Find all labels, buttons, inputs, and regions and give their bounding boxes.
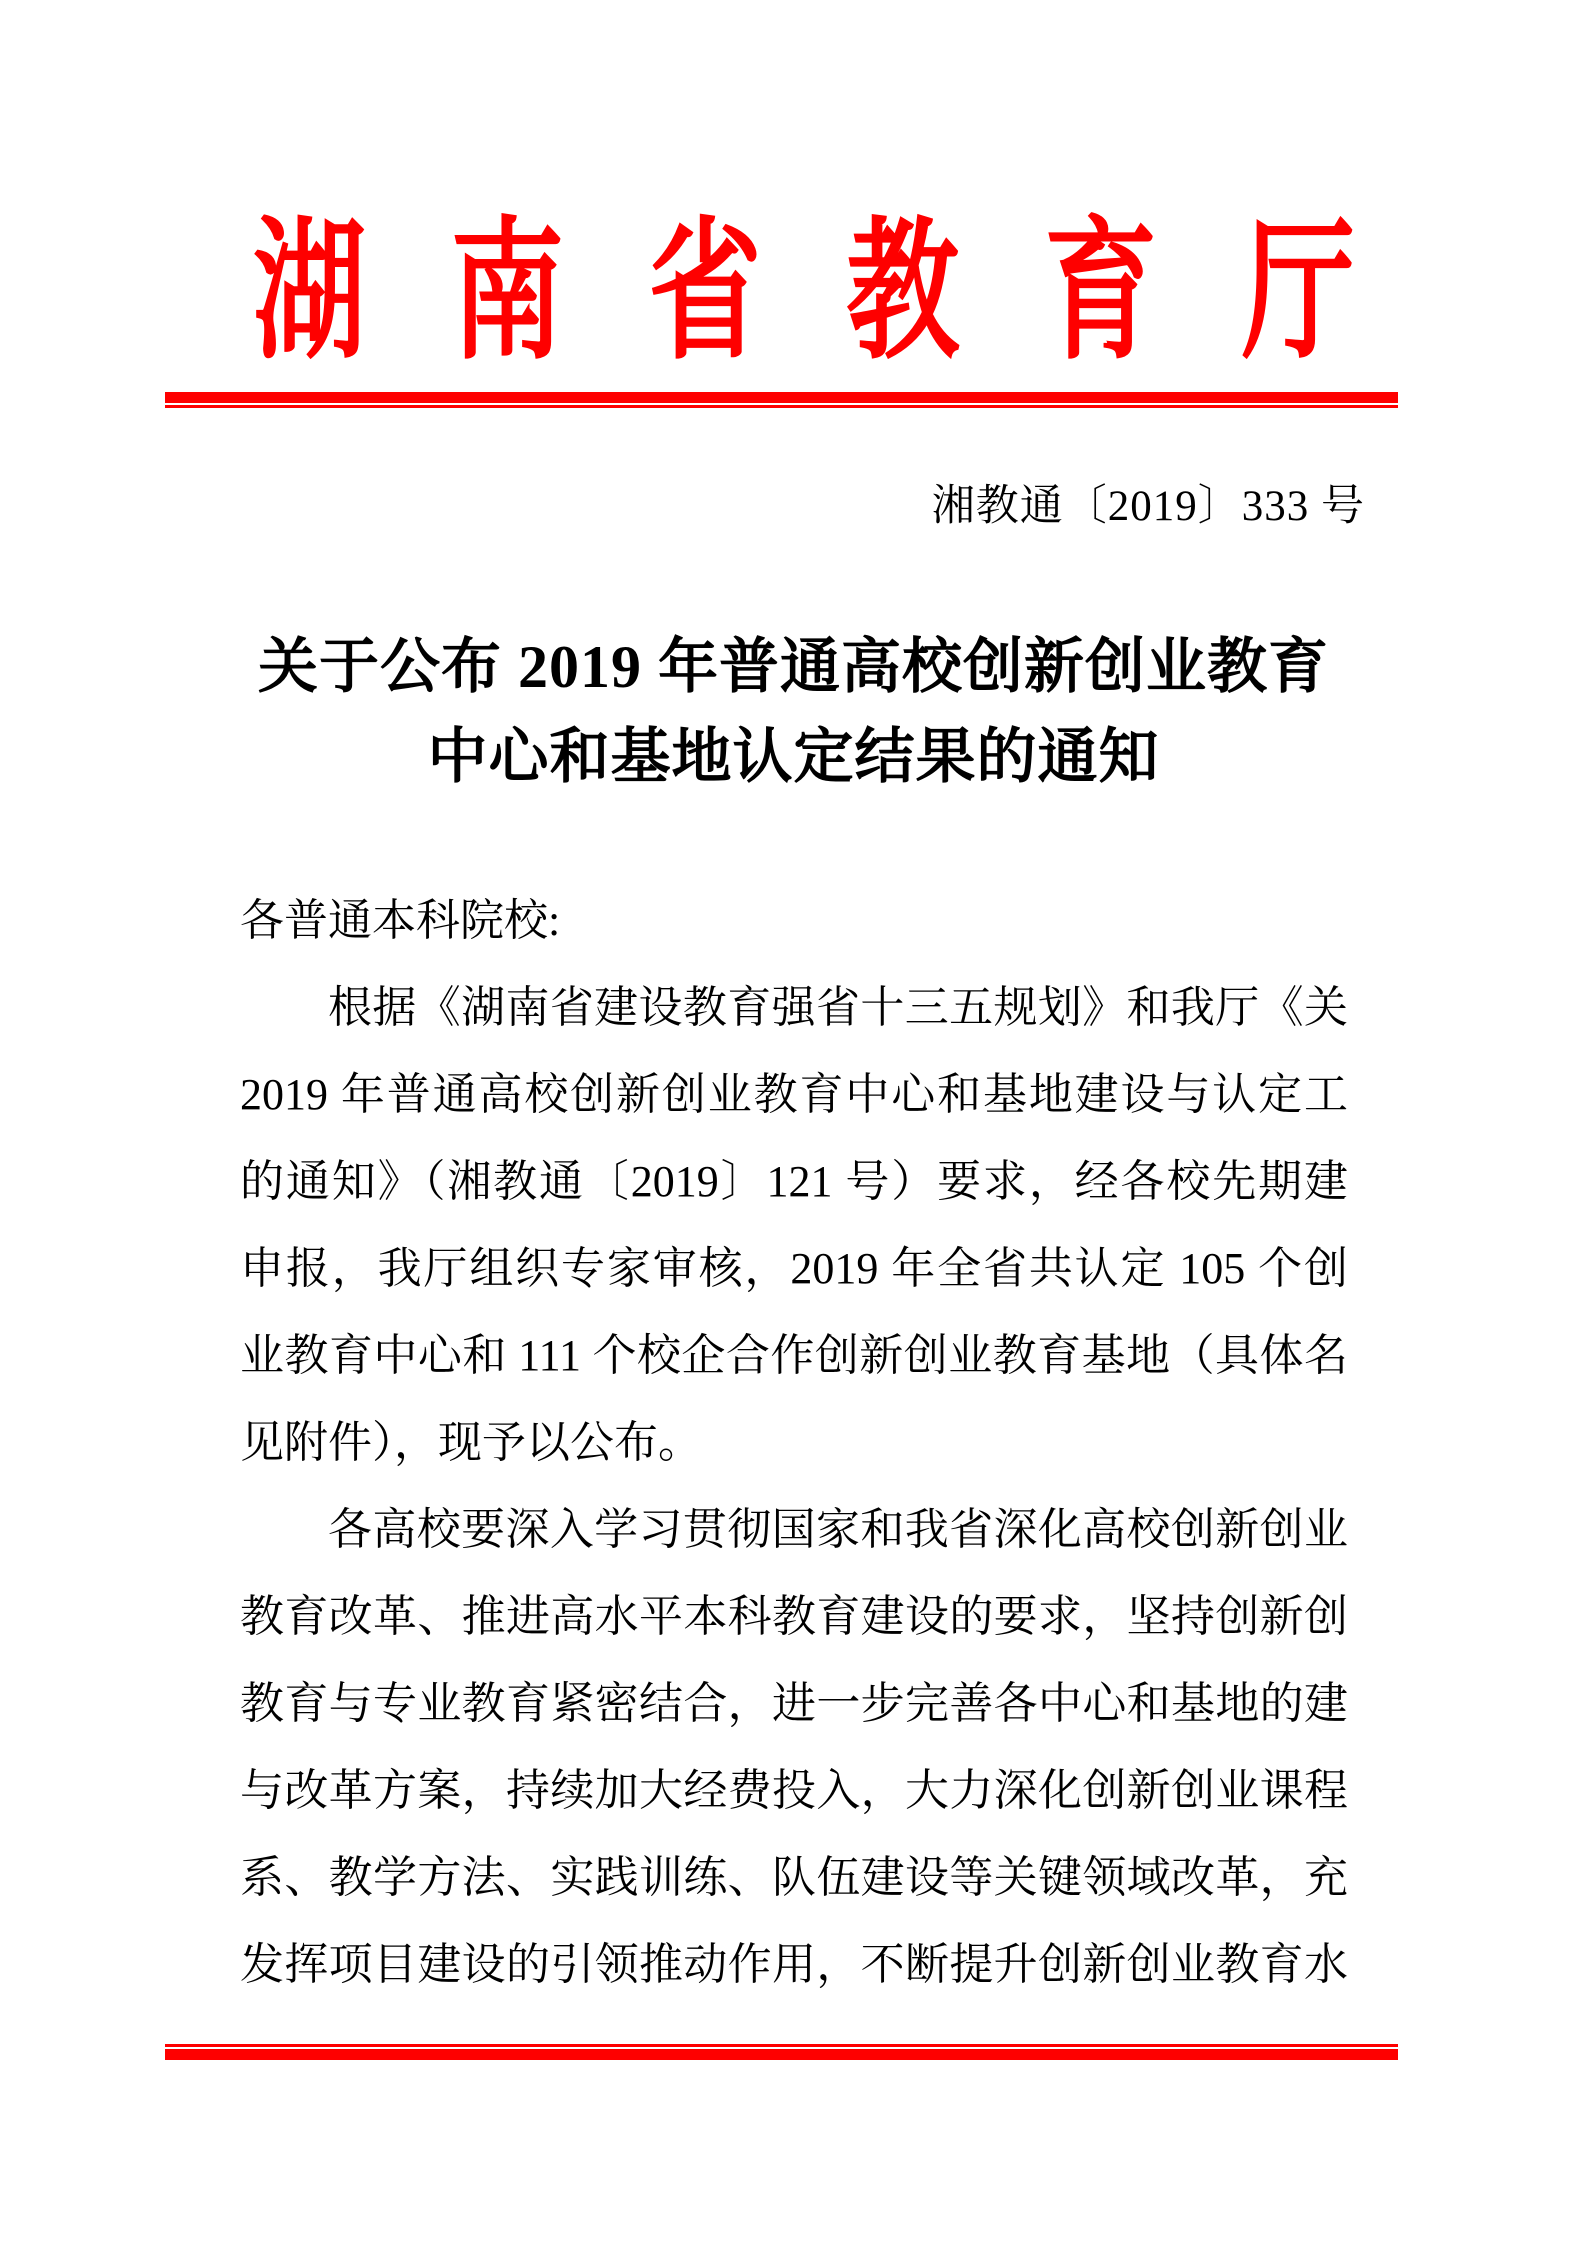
body-text-line: 的通知》（湘教通〔2019〕121 号）要求，经各校先期建 bbox=[240, 1157, 1348, 1206]
document-title-line2: 中心和基地认定结果的通知 bbox=[427, 724, 1160, 790]
document-body bbox=[240, 877, 1348, 2008]
agency-masthead-char: 教 bbox=[846, 208, 960, 378]
footer-rule bbox=[165, 2044, 1398, 2060]
document-title-line1: 关于公布 2019 年普通高校创新创业教育 bbox=[258, 634, 1329, 700]
document-title bbox=[0, 622, 1587, 802]
body-text-line: 各普通本科院校: bbox=[240, 896, 561, 945]
agency-masthead-char: 省 bbox=[648, 208, 762, 378]
agency-masthead-char: 湖 bbox=[253, 208, 366, 378]
document-reference-number: 湘教通〔2019〕333 号 bbox=[931, 483, 1365, 530]
masthead-rule-thin-bar bbox=[165, 405, 1398, 408]
agency-masthead bbox=[253, 208, 1355, 378]
body-text-line: 见附件），现予以公布。 bbox=[240, 1418, 702, 1467]
body-text-line: 与改革方案，持续加大经费投入，大力深化创新创业课程 bbox=[240, 1766, 1348, 1815]
agency-masthead-char: 厅 bbox=[1241, 208, 1355, 378]
body-text-line: 各高校要深入学习贯彻国家和我省深化高校创新创业 bbox=[328, 1505, 1348, 1554]
agency-masthead-char: 育 bbox=[1044, 208, 1158, 378]
agency-masthead-char: 南 bbox=[450, 208, 564, 378]
masthead-rule-thick-bar bbox=[165, 392, 1398, 403]
body-text-line: 发挥项目建设的引领推动作用，不断提升创新创业教育水 bbox=[240, 1940, 1348, 1989]
body-text-line: 2019 年普通高校创新创业教育中心和基地建设与认定工 bbox=[240, 1070, 1348, 1119]
body-text-line: 教育与专业教育紧密结合，进一步完善各中心和基地的建 bbox=[240, 1679, 1348, 1728]
footer-rule-thick-bar bbox=[165, 2049, 1398, 2060]
body-text-line: 申报，我厅组织专家审核，2019 年全省共认定 105 个创 bbox=[240, 1244, 1348, 1293]
body-text-line: 系、教学方法、实践训练、队伍建设等关键领域改革，充 bbox=[240, 1853, 1348, 1902]
body-text-line: 教育改革、推进高水平本科教育建设的要求，坚持创新创 bbox=[240, 1592, 1348, 1641]
body-text-line: 根据《湖南省建设教育强省十三五规划》和我厅《关 bbox=[328, 983, 1348, 1032]
masthead-rule bbox=[165, 392, 1398, 408]
body-text-line: 业教育中心和 111 个校企合作创新创业教育基地（具体名 bbox=[240, 1331, 1348, 1380]
